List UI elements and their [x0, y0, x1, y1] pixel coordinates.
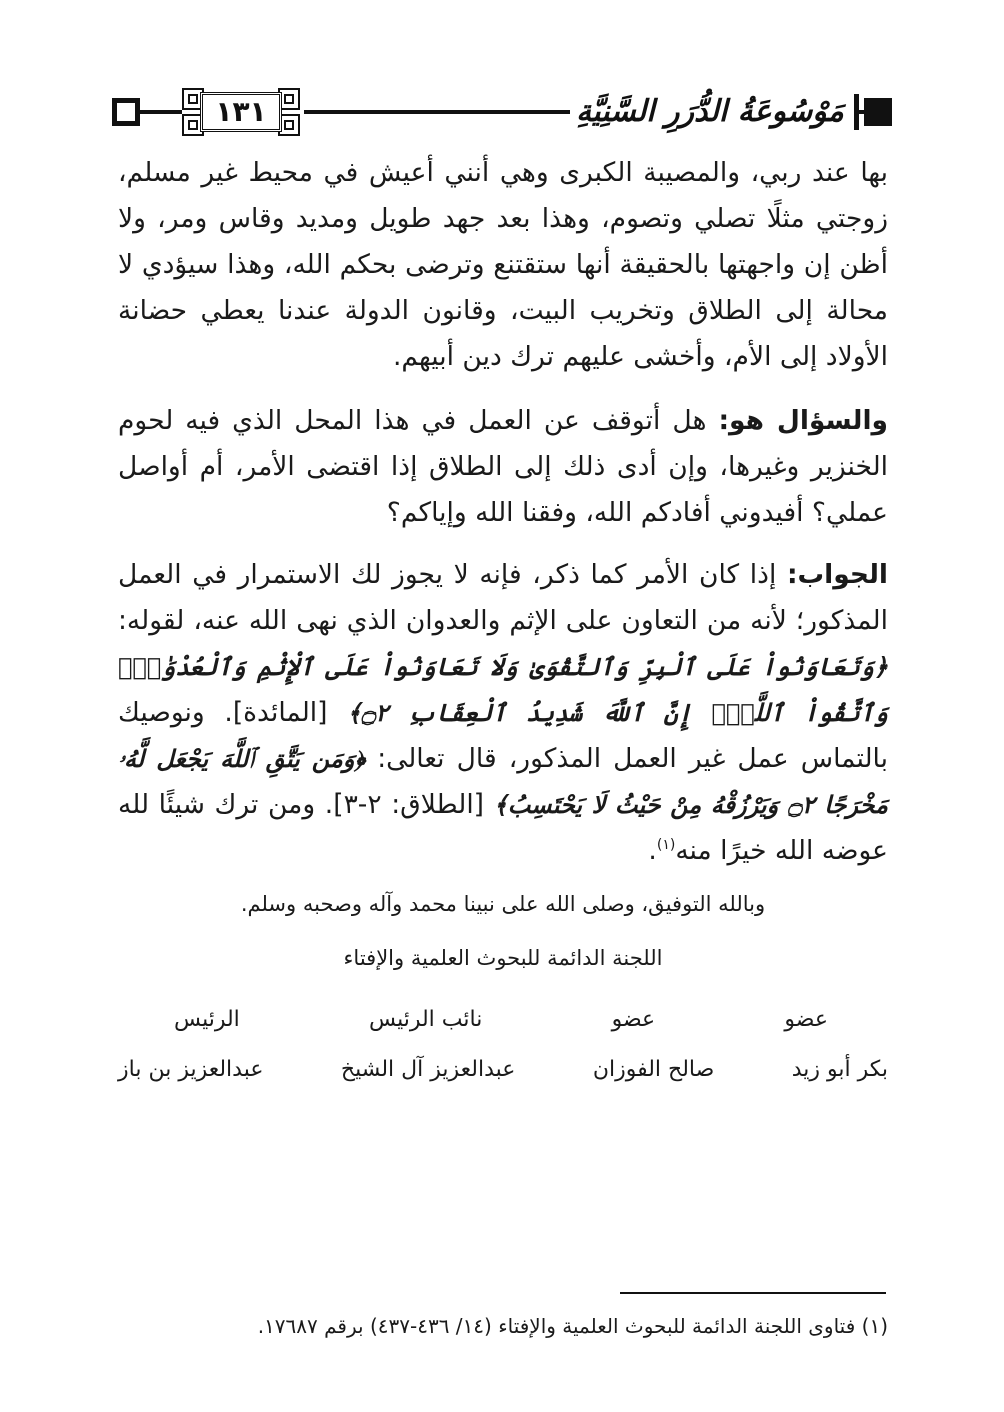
- header-rule-middle: [304, 110, 582, 114]
- signature-title: عضو: [611, 1007, 656, 1032]
- page-number: ١٣١: [215, 95, 267, 128]
- page-number-box: [200, 92, 282, 132]
- page-header: [112, 82, 892, 142]
- paragraph-answer: [118, 552, 888, 874]
- signature-names-row: [118, 1048, 888, 1092]
- footnote-reference: (١): [656, 837, 676, 854]
- signature-title: نائب الرئيس: [369, 1007, 483, 1032]
- paragraph-letter: بها عند ربي، والمصيبة الكبرى وهي أنني أعيش في محيط غير مسلم، زوجتي مثلًا تصلي وتصوم، وهذا بعد جهد طويل ومديد وقاس ومر، ولا أظن إن واجهتها بالحقيقة أنها ستقتنع وترضى بحكم الله، وهذا سيؤدي لا محالة إلى الطلاق وتخريب البيت، وقانون الدولة عندنا يعطي حضانة الأولاد إلى الأم، وأخشى عليهم ترك دين أبيهم.: [118, 157, 888, 372]
- book-title: مَوْسُوعَةُ الدُّرَرِ السَّنِيَّةِ: [570, 86, 850, 138]
- quran-verse-maidah: ﴿وَتَعَاوَنُواْ عَلَى ٱلْبِرِّ وَٱلتَّقْوَىٰ وَلَا تَعَاوَنُواْ عَلَى ٱلْإِثْمِ وَٱلْعُدْوَٰنِۚ وَٱتَّقُواْ ٱللَّهَۖ إِنَّ ٱللَّهَ شَدِيدُ ٱلْعِقَابِ ۝٢﴾: [118, 652, 888, 727]
- committee-name: اللجنة الدائمة للبحوث العلمية والإفتاء: [343, 946, 663, 970]
- answer-label: الجواب:: [786, 559, 888, 590]
- page-content: [118, 150, 888, 1092]
- footnote: (١) فتاوى اللجنة الدائمة للبحوث العلمية والإفتاء (١٤/ ٤٣٦-٤٣٧) برقم ١٧٦٨٧.: [257, 1314, 888, 1338]
- header-open-square-ornament: [112, 98, 140, 126]
- verse-reference-maidah: [المائدة]. ونوصيك بالتماس عمل غير العمل المذكور، قال تعالى:: [118, 697, 888, 774]
- paragraph-question: [118, 398, 888, 536]
- signature-title: عضو: [784, 1007, 828, 1032]
- quran-verse-talaq: ﴿وَمَن يَتَّقِ ٱللَّهَ يَجْعَل لَّهُۥ مَخْرَجًا ۝٢ وَيَرْزُقْهُ مِنْ حَيْثُ لَا يَحْتَسِبُ﴾: [118, 744, 888, 819]
- answer-intro: إذا كان الأمر كما ذكر، فإنه لا يجوز لك الاستمرار في العمل المذكور؛ لأنه من التعاون على الإثم والعدوان الذي نهى الله عنه، لقوله:: [118, 559, 888, 636]
- footnote-divider: [620, 1292, 886, 1294]
- closing-prayer: وبالله التوفيق، وصلى الله على نبينا محمد وآله وصحبه وسلم.: [240, 892, 766, 916]
- signature-titles-row: [118, 998, 888, 1042]
- answer-ending: .: [648, 835, 657, 866]
- signature-name: عبدالعزيز بن باز: [118, 1057, 264, 1082]
- question-label: والسؤال هو:: [718, 405, 888, 436]
- signature-name: بكر أبو زيد: [791, 1057, 888, 1082]
- signature-title: الرئيس: [174, 1007, 240, 1032]
- page-number-frame: [176, 84, 306, 140]
- verse-reference-talaq: [الطلاق: ٢-٣]. ومن ترك شيئًا لله عوضه الله خيرًا منه: [118, 789, 888, 866]
- header-filled-square-ornament: [864, 98, 892, 126]
- signature-name: عبدالعزيز آل الشيخ: [340, 1057, 516, 1082]
- question-text: هل أتوقف عن العمل في هذا المحل الذي فيه لحوم الخنزير وغيرها، وإن أدى ذلك إلى الطلاق إذا اقتضى الأمر، أم أواصل عملي؟ أفيدوني أفادكم الله، وفقنا الله وإياكم؟: [118, 405, 888, 528]
- signature-name: صالح الفوزان: [592, 1057, 715, 1082]
